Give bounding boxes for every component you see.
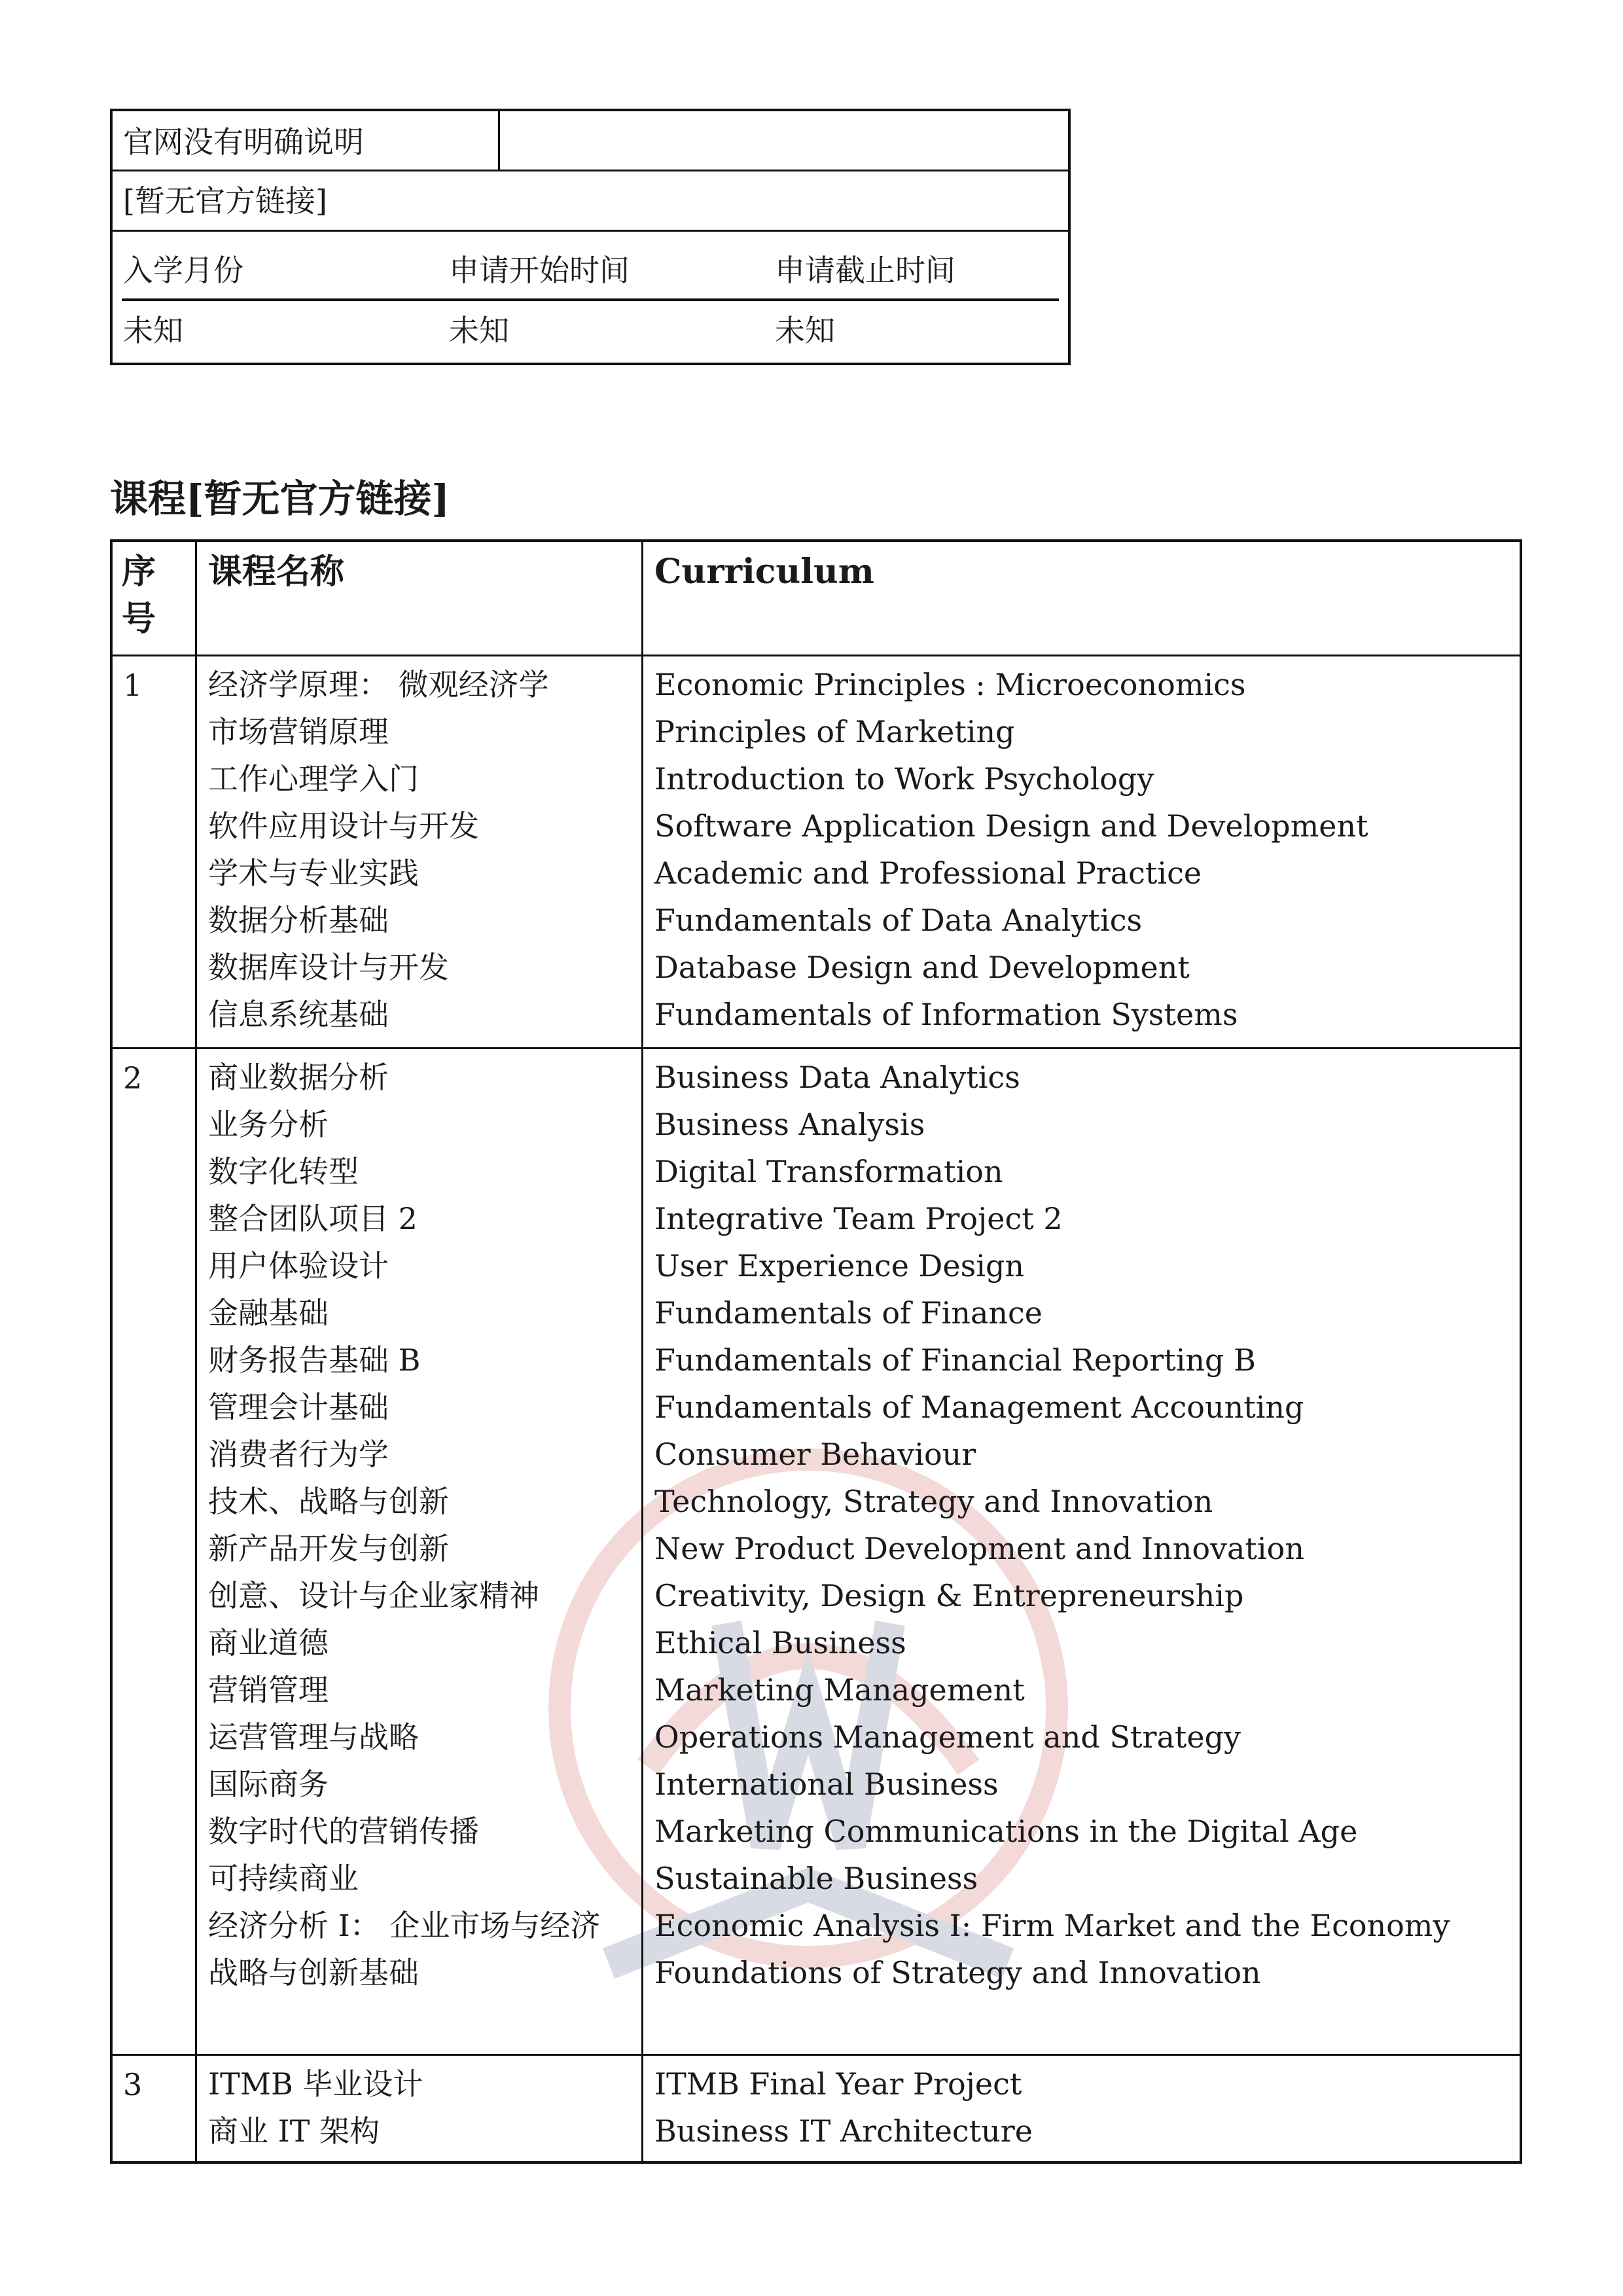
list-item: 营销管理 — [208, 1672, 329, 1708]
official-link-note: [暂无官方链接] — [123, 183, 327, 219]
list-item: Business IT Architecture — [654, 2113, 1033, 2149]
info-cell-left — [113, 111, 500, 170]
list-item: Economic Analysis I: Firm Market and the Economy — [654, 1908, 1450, 1943]
course-list-cn-1 — [208, 661, 614, 1038]
column-divider-1 — [195, 542, 197, 2161]
list-item: 数字时代的营销传播 — [208, 1814, 479, 1849]
list-item: 战略与创新基础 — [208, 1955, 419, 1990]
course-table — [110, 539, 1522, 2164]
list-item: Economic Principles : Microeconomics — [654, 667, 1246, 702]
value-application-open: 未知 — [449, 313, 509, 348]
list-item: Introduction to Work Psychology — [654, 761, 1154, 797]
list-item: Technology, Strategy and Innovation — [654, 1484, 1213, 1519]
list-item: Fundamentals of Information Systems — [654, 997, 1238, 1032]
list-item: 消费者行为学 — [208, 1437, 389, 1472]
list-item: 数据库设计与开发 — [208, 950, 449, 985]
courses-heading: 课程[暂无官方链接] — [110, 476, 450, 521]
list-item: Marketing Communications in the Digital Age — [654, 1814, 1358, 1849]
list-item: 金融基础 — [208, 1295, 329, 1331]
list-item: 信息系统基础 — [208, 997, 389, 1032]
website-note: 官网没有明确说明 — [123, 124, 364, 160]
list-item: 经济分析 I： 企业市场与经济 — [208, 1908, 601, 1943]
list-item: ITMB 毕业设计 — [208, 2066, 423, 2102]
list-item: Fundamentals of Data Analytics — [654, 903, 1143, 938]
list-item: 管理会计基础 — [208, 1390, 389, 1425]
list-item: 商业数据分析 — [208, 1060, 389, 1095]
course-list-en-2 — [654, 1054, 1450, 1996]
list-item: 创意、设计与企业家精神 — [208, 1578, 539, 1613]
list-item: 学术与专业实践 — [208, 855, 419, 891]
list-item: Database Design and Development — [654, 950, 1190, 985]
row-divider-header — [113, 655, 1520, 656]
group-number-1: 1 — [123, 668, 143, 703]
row-divider-2 — [113, 2054, 1520, 2056]
list-item: Fundamentals of Management Accounting — [654, 1390, 1304, 1425]
value-application-deadline: 未知 — [775, 313, 835, 348]
list-item: Software Application Design and Development — [654, 808, 1368, 844]
list-item: Digital Transformation — [654, 1154, 1003, 1189]
list-item: 技术、战略与创新 — [208, 1484, 449, 1519]
header-application-open: 申请开始时间 — [449, 253, 630, 288]
list-item: 数据分析基础 — [208, 903, 389, 938]
list-item: 国际商务 — [208, 1767, 329, 1802]
list-item: Fundamentals of Financial Reporting B — [654, 1342, 1256, 1378]
list-item: International Business — [654, 1767, 999, 1802]
list-item: 用户体验设计 — [208, 1248, 389, 1283]
list-item: Sustainable Business — [654, 1861, 978, 1896]
list-item: 软件应用设计与开发 — [208, 808, 479, 844]
dates-divider — [122, 298, 1059, 301]
list-item: 整合团队项目 2 — [208, 1201, 418, 1236]
list-item: Fundamentals of Finance — [654, 1295, 1043, 1331]
col-header-number: 序号 — [122, 552, 156, 639]
list-item: Principles of Marketing — [654, 714, 1015, 749]
course-list-cn-2 — [208, 1054, 614, 1996]
group-number-3: 3 — [123, 2067, 143, 2102]
col-header-course-name: 课程名称 — [208, 552, 345, 592]
list-item: 运营管理与战略 — [208, 1719, 419, 1755]
row-divider-1 — [113, 1047, 1520, 1049]
list-item: 经济学原理： 微观经济学 — [208, 667, 549, 702]
course-list-en-3 — [654, 2060, 1033, 2155]
list-item: 财务报告基础 B — [208, 1342, 421, 1378]
list-item: 可持续商业 — [208, 1861, 359, 1896]
list-item: User Experience Design — [654, 1248, 1025, 1283]
list-item: Business Analysis — [654, 1107, 925, 1142]
column-divider-2 — [641, 542, 643, 2161]
header-intake-month: 入学月份 — [123, 253, 243, 288]
group-number-2: 2 — [123, 1060, 143, 1096]
value-intake-month: 未知 — [123, 313, 183, 348]
header-application-deadline: 申请截止时间 — [775, 253, 955, 288]
list-item: Ethical Business — [654, 1625, 906, 1660]
col-header-curriculum: Curriculum — [654, 552, 874, 592]
list-item: 新产品开发与创新 — [208, 1531, 449, 1566]
list-item: Foundations of Strategy and Innovation — [654, 1955, 1261, 1990]
list-item: 数字化转型 — [208, 1154, 359, 1189]
list-item: 工作心理学入门 — [208, 761, 419, 797]
list-item: Integrative Team Project 2 — [654, 1201, 1063, 1236]
list-item: Business Data Analytics — [654, 1060, 1020, 1095]
list-item: 业务分析 — [208, 1107, 329, 1142]
list-item: Consumer Behaviour — [654, 1437, 976, 1472]
list-item: 商业道德 — [208, 1625, 329, 1660]
list-item: New Product Development and Innovation — [654, 1531, 1304, 1566]
list-item: Creativity, Design & Entrepreneurship — [654, 1578, 1244, 1613]
info-row-link — [113, 171, 1068, 232]
course-list-cn-3 — [208, 2060, 614, 2155]
admission-info-box — [110, 109, 1071, 365]
list-item: Marketing Management — [654, 1672, 1025, 1708]
list-item: ITMB Final Year Project — [654, 2066, 1022, 2102]
list-item: 市场营销原理 — [208, 714, 389, 749]
info-row-website — [113, 111, 1068, 171]
list-item: Operations Management and Strategy — [654, 1719, 1241, 1755]
course-list-en-1 — [654, 661, 1368, 1038]
list-item: 商业 IT 架构 — [208, 2113, 380, 2149]
list-item: Academic and Professional Practice — [654, 855, 1202, 891]
